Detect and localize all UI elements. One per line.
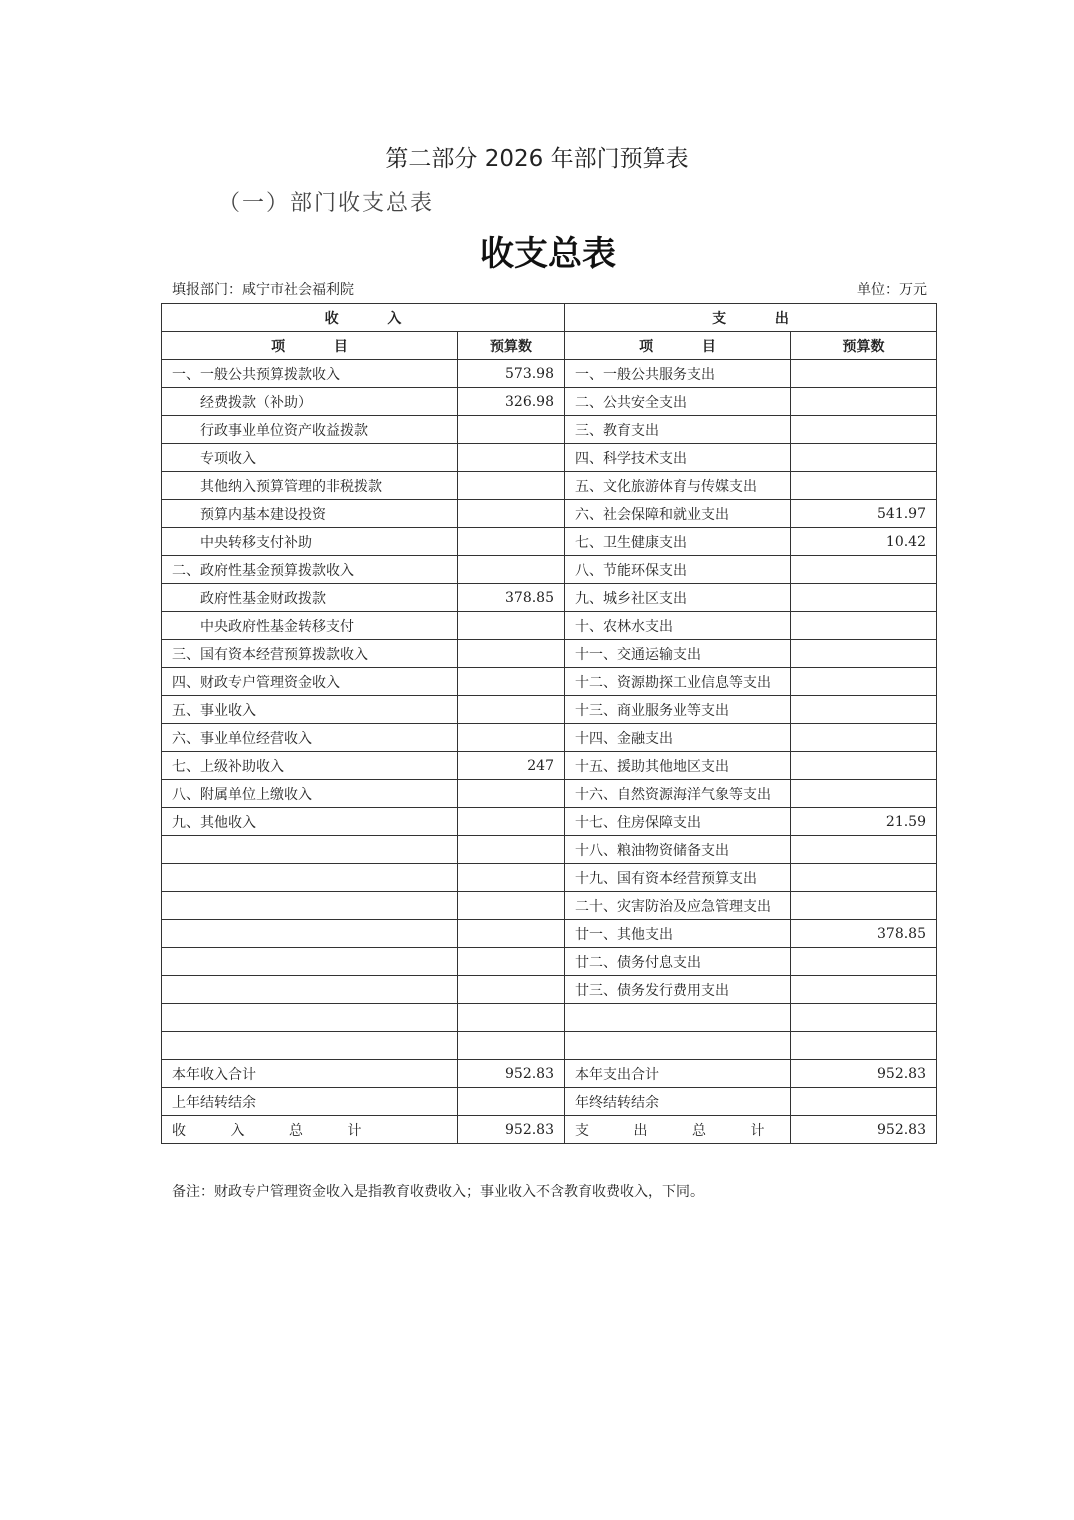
income-amount-cell (458, 1032, 565, 1060)
income-item-cell: 三、国有资本经营预算拨款收入 (162, 640, 458, 668)
expense-amount-cell: 378.85 (791, 920, 937, 948)
expense-item-cell: 十一、交通运输支出 (565, 640, 791, 668)
expense-item-cell: 廿二、债务付息支出 (565, 948, 791, 976)
expense-item-cell: 三、教育支出 (565, 416, 791, 444)
income-item-cell (162, 1004, 458, 1032)
expense-item-cell: 廿三、债务发行费用支出 (565, 976, 791, 1004)
income-amount-cell (458, 808, 565, 836)
expense-amount-cell (791, 444, 937, 472)
table-group-header-row (162, 304, 937, 332)
table-row (162, 556, 937, 584)
table-row (162, 1116, 937, 1144)
income-amount-cell (458, 416, 565, 444)
expense-amount-cell (791, 1004, 937, 1032)
income-item-cell: 二、政府性基金预算拨款收入 (162, 556, 458, 584)
expense-item-cell: 本年支出合计 (565, 1060, 791, 1088)
expense-amount-cell (791, 584, 937, 612)
expense-item-cell: 十六、自然资源海洋气象等支出 (565, 780, 791, 808)
expense-item-cell (565, 1032, 791, 1060)
income-item-cell (162, 1032, 458, 1060)
income-item-cell: 七、上级补助收入 (162, 752, 458, 780)
expense-item-cell: 年终结转结余 (565, 1088, 791, 1116)
income-amount-cell (458, 444, 565, 472)
expense-amount-cell (791, 612, 937, 640)
department-label: 填报部门：咸宁市社会福利院 (172, 282, 354, 298)
expense-item-column-header: 项 目 (565, 332, 791, 360)
income-amount-cell (458, 724, 565, 752)
table-row (162, 696, 937, 724)
income-amount-cell: 952.83 (458, 1060, 565, 1088)
income-item-cell (162, 892, 458, 920)
table-title: 收支总表 (480, 234, 616, 274)
income-amount-cell: 573.98 (458, 360, 565, 388)
footnote: 备注：财政专户管理资金收入是指教育收费收入；事业收入不含教育收费收入，下同。 (172, 1184, 704, 1200)
income-item-cell: 中央政府性基金转移支付 (162, 612, 458, 640)
expense-amount-cell (791, 864, 937, 892)
income-amount-cell (458, 640, 565, 668)
income-amount-cell (458, 472, 565, 500)
table-meta-row (172, 279, 927, 299)
expense-item-cell: 廿一、其他支出 (565, 920, 791, 948)
table-row (162, 500, 937, 528)
expense-amount-cell (791, 836, 937, 864)
table-row (162, 1032, 937, 1060)
table-row (162, 780, 937, 808)
table-row (162, 388, 937, 416)
income-amount-cell (458, 1088, 565, 1116)
table-row (162, 892, 937, 920)
expense-amount-cell (791, 780, 937, 808)
table-row (162, 1004, 937, 1032)
income-item-cell: 本年收入合计 (162, 1060, 458, 1088)
income-item-cell: 中央转移支付补助 (162, 528, 458, 556)
expense-item-cell: 十五、援助其他地区支出 (565, 752, 791, 780)
income-item-cell (162, 920, 458, 948)
table-row (162, 808, 937, 836)
table-row (162, 444, 937, 472)
income-item-cell: 行政事业单位资产收益拨款 (162, 416, 458, 444)
expense-amount-cell: 952.83 (791, 1060, 937, 1088)
expense-amount-cell (791, 1032, 937, 1060)
table-row (162, 752, 937, 780)
income-amount-cell (458, 836, 565, 864)
table-column-header-row (162, 332, 937, 360)
expense-amount-cell: 10.42 (791, 528, 937, 556)
income-item-cell (162, 836, 458, 864)
income-item-cell: 其他纳入预算管理的非税拨款 (162, 472, 458, 500)
income-amount-cell (458, 1004, 565, 1032)
expense-amount-cell: 952.83 (791, 1116, 937, 1144)
expense-amount-cell (791, 976, 937, 1004)
table-row (162, 360, 937, 388)
expense-group-header: 支 出 (565, 304, 937, 332)
income-item-column-header: 项 目 (162, 332, 458, 360)
table-row (162, 416, 937, 444)
income-amount-cell: 378.85 (458, 584, 565, 612)
income-amount-cell (458, 976, 565, 1004)
income-amount-column-header: 预算数 (458, 332, 565, 360)
income-item-cell: 收 入 总 计 (162, 1116, 458, 1144)
expense-item-cell: 九、城乡社区支出 (565, 584, 791, 612)
income-item-cell: 四、财政专户管理资金收入 (162, 668, 458, 696)
expense-item-cell: 二十、灾害防治及应急管理支出 (565, 892, 791, 920)
expense-amount-cell (791, 752, 937, 780)
income-amount-cell: 326.98 (458, 388, 565, 416)
income-item-cell: 政府性基金财政拨款 (162, 584, 458, 612)
expense-item-cell (565, 1004, 791, 1032)
table-row (162, 640, 937, 668)
table-row (162, 948, 937, 976)
income-amount-cell (458, 556, 565, 584)
income-item-cell: 六、事业单位经营收入 (162, 724, 458, 752)
expense-amount-cell (791, 724, 937, 752)
income-item-cell (162, 976, 458, 1004)
section-title: （一）部门收支总表 (218, 191, 435, 216)
table-row (162, 584, 937, 612)
income-item-cell: 预算内基本建设投资 (162, 500, 458, 528)
table-row (162, 1060, 937, 1088)
table-row (162, 724, 937, 752)
expense-amount-cell (791, 472, 937, 500)
income-amount-cell (458, 780, 565, 808)
income-amount-cell: 247 (458, 752, 565, 780)
expense-amount-cell (791, 696, 937, 724)
expense-item-cell: 十九、国有资本经营预算支出 (565, 864, 791, 892)
income-group-header: 收 入 (162, 304, 565, 332)
expense-item-cell: 十七、住房保障支出 (565, 808, 791, 836)
expense-amount-column-header: 预算数 (791, 332, 937, 360)
table-row (162, 836, 937, 864)
income-amount-cell (458, 528, 565, 556)
income-amount-cell (458, 696, 565, 724)
income-amount-cell (458, 948, 565, 976)
expense-item-cell: 四、科学技术支出 (565, 444, 791, 472)
budget-table (161, 303, 937, 1144)
income-item-cell: 九、其他收入 (162, 808, 458, 836)
income-amount-cell (458, 668, 565, 696)
expense-item-cell: 六、社会保障和就业支出 (565, 500, 791, 528)
expense-item-cell: 支 出 总 计 (565, 1116, 791, 1144)
expense-amount-cell (791, 416, 937, 444)
income-item-cell: 上年结转结余 (162, 1088, 458, 1116)
expense-amount-cell (791, 892, 937, 920)
expense-item-cell: 二、公共安全支出 (565, 388, 791, 416)
expense-amount-cell (791, 668, 937, 696)
expense-item-cell: 七、卫生健康支出 (565, 528, 791, 556)
income-item-cell: 五、事业收入 (162, 696, 458, 724)
income-amount-cell (458, 500, 565, 528)
income-item-cell: 八、附属单位上缴收入 (162, 780, 458, 808)
table-row (162, 1088, 937, 1116)
table-row (162, 920, 937, 948)
expense-amount-cell (791, 388, 937, 416)
expense-item-cell: 八、节能环保支出 (565, 556, 791, 584)
expense-amount-cell: 21.59 (791, 808, 937, 836)
expense-item-cell: 五、文化旅游体育与传媒支出 (565, 472, 791, 500)
expense-amount-cell: 541.97 (791, 500, 937, 528)
table-row (162, 668, 937, 696)
expense-amount-cell (791, 556, 937, 584)
expense-item-cell: 十八、粮油物资储备支出 (565, 836, 791, 864)
income-amount-cell (458, 612, 565, 640)
income-item-cell: 经费拨款（补助） (162, 388, 458, 416)
income-item-cell: 一、一般公共预算拨款收入 (162, 360, 458, 388)
income-item-cell: 专项收入 (162, 444, 458, 472)
income-item-cell (162, 948, 458, 976)
income-amount-cell (458, 864, 565, 892)
expense-amount-cell (791, 1088, 937, 1116)
expense-item-cell: 十二、资源勘探工业信息等支出 (565, 668, 791, 696)
table-row (162, 472, 937, 500)
income-item-cell (162, 864, 458, 892)
table-row (162, 612, 937, 640)
table-row (162, 976, 937, 1004)
expense-amount-cell (791, 640, 937, 668)
income-amount-cell: 952.83 (458, 1116, 565, 1144)
expense-item-cell: 十四、金融支出 (565, 724, 791, 752)
income-amount-cell (458, 920, 565, 948)
unit-label: 单位：万元 (857, 282, 927, 298)
table-row (162, 864, 937, 892)
expense-item-cell: 十三、商业服务业等支出 (565, 696, 791, 724)
income-amount-cell (458, 892, 565, 920)
expense-amount-cell (791, 948, 937, 976)
budget-table-body (162, 304, 937, 1144)
expense-item-cell: 十、农林水支出 (565, 612, 791, 640)
table-row (162, 528, 937, 556)
part-title: 第二部分 2026 年部门预算表 (385, 146, 689, 172)
expense-item-cell: 一、一般公共服务支出 (565, 360, 791, 388)
expense-amount-cell (791, 360, 937, 388)
